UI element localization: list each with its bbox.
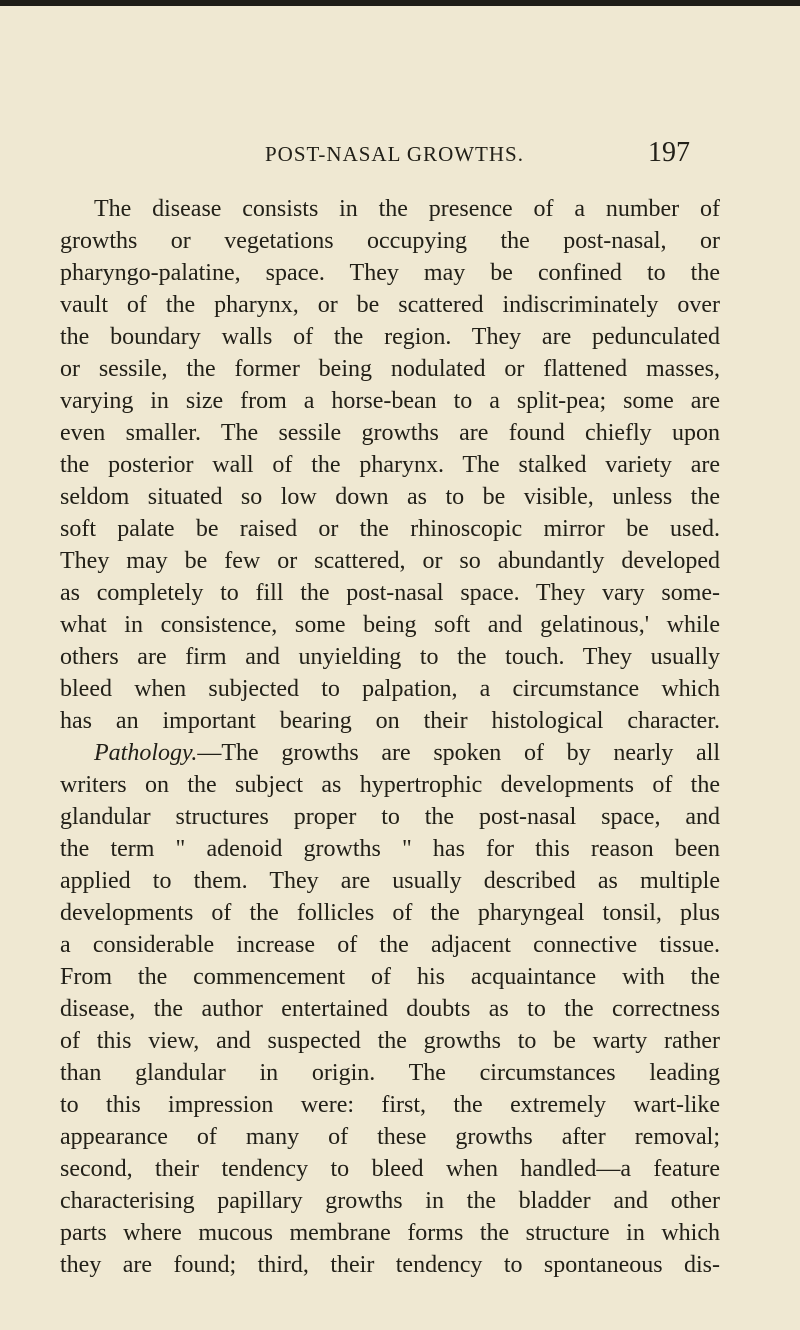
text-line: applied to them. They are usually described as multiple xyxy=(60,868,720,894)
text-line-rest: —The growths are spoken of by nearly all xyxy=(197,740,720,766)
text-line: second, their tendency to bleed when handled—a feature xyxy=(60,1156,720,1182)
text-line: writers on the subject as hypertrophic developments of the xyxy=(60,772,720,798)
text-line: what in consistence, some being soft and gelatinous,' while xyxy=(60,612,720,638)
text-line: the boundary walls of the region. They are pedunculated xyxy=(60,324,720,350)
text-line: From the commencement of his acquaintance with the xyxy=(60,964,720,990)
text-line: to this impression were: first, the extremely wart-like xyxy=(60,1092,720,1118)
page-number: 197 xyxy=(648,137,690,168)
text-line xyxy=(60,737,720,769)
text-line: appearance of many of these growths after removal; xyxy=(60,1124,720,1150)
text-line: than glandular in origin. The circumstances leading xyxy=(60,1060,720,1086)
text-line: others are firm and unyielding to the touch. They usually xyxy=(60,644,720,670)
text-line: has an important bearing on their histological character. xyxy=(60,708,720,734)
text-line: of this view, and suspected the growths to be warty rather xyxy=(60,1028,720,1054)
text-line: bleed when subjected to palpation, a circumstance which xyxy=(60,676,720,702)
text-line: vault of the pharynx, or be scattered indiscriminately over xyxy=(60,292,720,318)
text-line: or sessile, the former being nodulated or flattened masses, xyxy=(60,356,720,382)
text-line: growths or vegetations occupying the post-nasal, or xyxy=(60,228,720,254)
body-text xyxy=(60,193,720,1281)
section-heading-pathology: Pathology. xyxy=(94,740,198,766)
paragraph-pathology xyxy=(60,737,720,1281)
text-line: even smaller. The sessile growths are found chiefly upon xyxy=(60,420,720,446)
text-line: seldom situated so low down as to be visible, unless the xyxy=(60,484,720,510)
text-line: The disease consists in the presence of a number of xyxy=(94,196,720,222)
text-line: a considerable increase of the adjacent connective tissue. xyxy=(60,932,720,958)
running-head xyxy=(60,137,690,170)
text-line: disease, the author entertained doubts as to the correctness xyxy=(60,996,720,1022)
text-line: developments of the follicles of the pharyngeal tonsil, plus xyxy=(60,900,720,926)
text-line: They may be few or scattered, or so abundantly developed xyxy=(60,548,720,574)
text-line: as completely to fill the post-nasal space. They vary some- xyxy=(60,580,720,606)
text-line: the posterior wall of the pharynx. The stalked variety are xyxy=(60,452,720,478)
top-border-rule xyxy=(0,0,800,6)
running-title: POST-NASAL GROWTHS. xyxy=(265,142,524,166)
text-line: they are found; third, their tendency to spontaneous dis- xyxy=(60,1252,720,1278)
text-line: the term " adenoid growths " has for this reason been xyxy=(60,836,720,862)
text-line: soft palate be raised or the rhinoscopic mirror be used. xyxy=(60,516,720,542)
paragraph-description xyxy=(60,193,720,737)
text-line: characterising papillary growths in the bladder and other xyxy=(60,1188,720,1214)
text-line: pharyngo-palatine, space. They may be confined to the xyxy=(60,260,720,286)
text-line: glandular structures proper to the post-nasal space, and xyxy=(60,804,720,830)
text-line: parts where mucous membrane forms the structure in which xyxy=(60,1220,720,1246)
text-line: varying in size from a horse-bean to a split-pea; some are xyxy=(60,388,720,414)
